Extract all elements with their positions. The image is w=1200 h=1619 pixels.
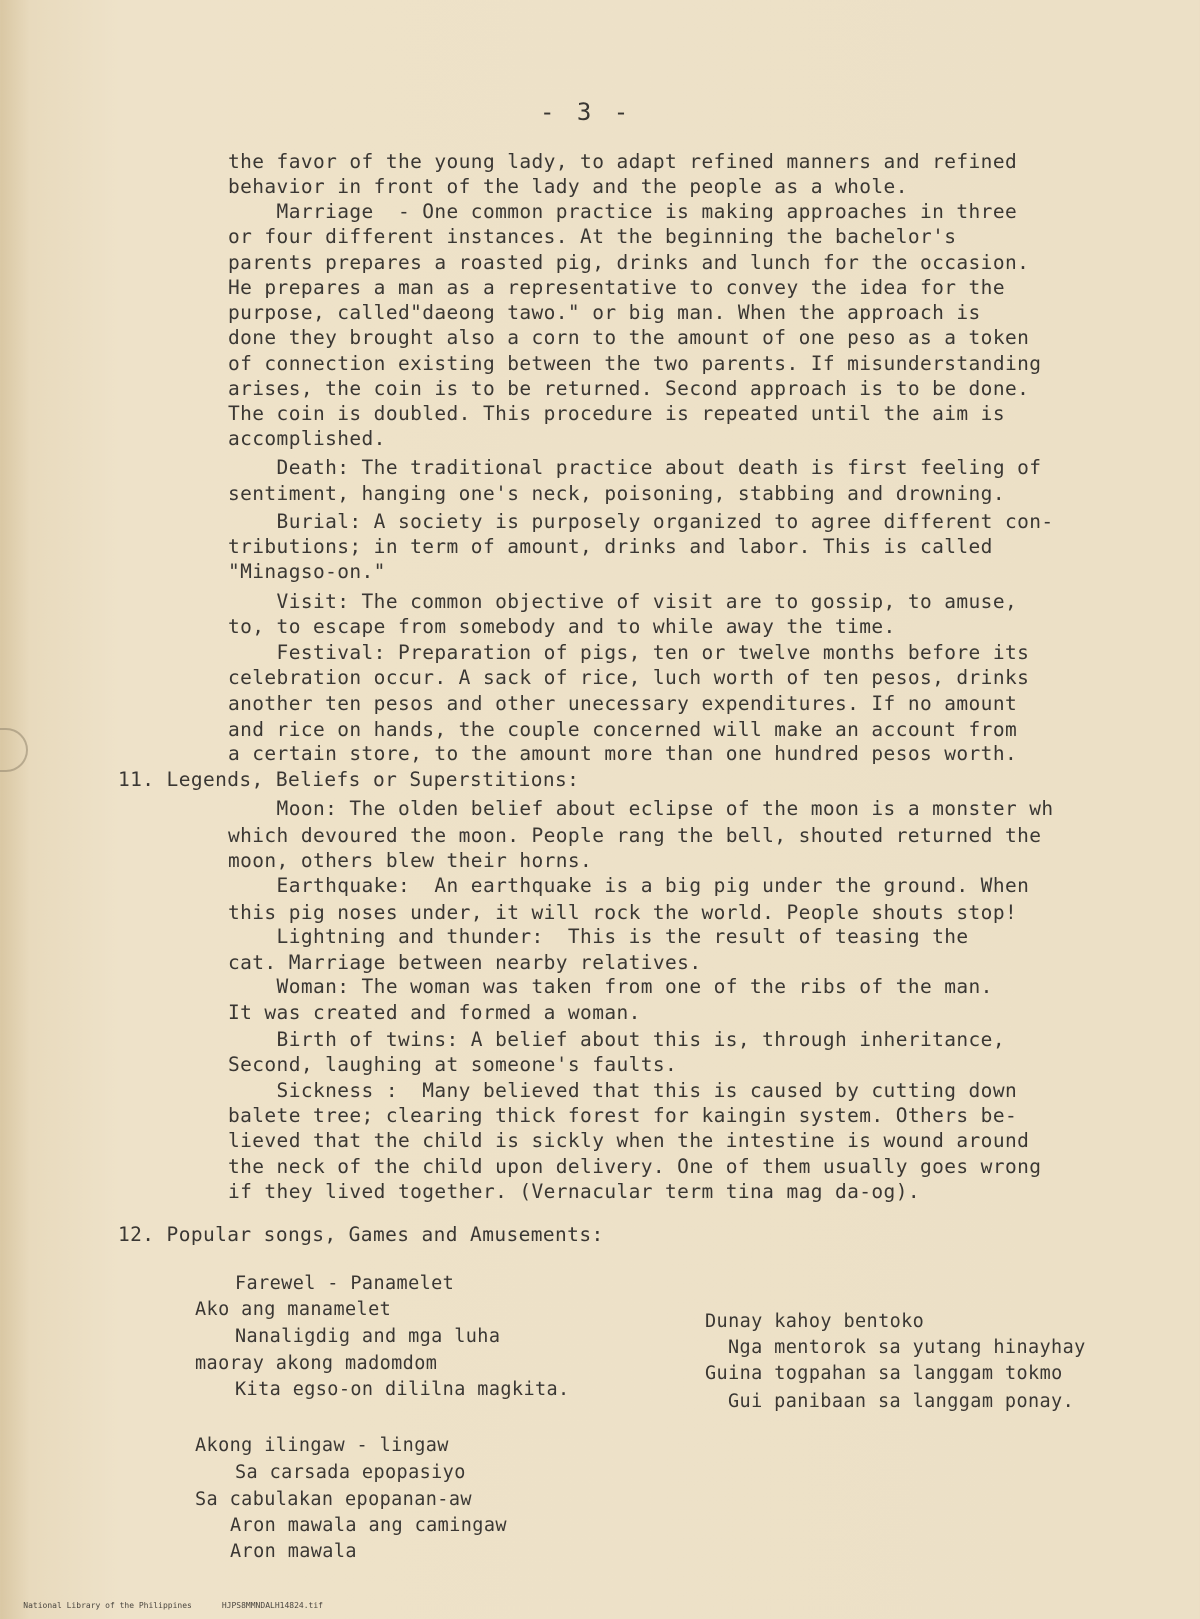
text-line: It was created and formed a woman.: [228, 1001, 641, 1024]
text-line: Marriage - One common practice is making approaches in three: [228, 200, 1018, 223]
text-line: The coin is doubled. This procedure is repeated until the aim is: [228, 402, 1005, 425]
song-line: Gui panibaan sa langgam ponay.: [728, 1391, 1075, 1412]
text-line: celebration occur. A sack of rice, luch worth of ten pesos, drinks: [228, 666, 1030, 689]
song-line: Akong ilingaw - lingaw: [195, 1435, 449, 1456]
text-line: or four different instances. At the beginning the bachelor's: [228, 225, 957, 248]
song-line: Guina togpahan sa langgam tokmo: [705, 1363, 1063, 1384]
footer-library: National Library of the Philippines: [23, 1601, 192, 1610]
text-line: balete tree; clearing thick forest for kaingin system. Others be-: [228, 1104, 1018, 1127]
text-line: parents prepares a roasted pig, drinks and lunch for the occasion.: [228, 251, 1030, 274]
text-line: which devoured the moon. People rang the bell, shouted returned the: [228, 824, 1042, 847]
text-line: tributions; in term of amount, drinks and labor. This is called: [228, 535, 993, 558]
binding-hole-mark: [0, 728, 28, 772]
text-line: another ten pesos and other unecessary expenditures. If no amount: [228, 692, 1018, 715]
song-line: Dunay kahoy bentoko: [705, 1311, 925, 1332]
text-line: Festival: Preparation of pigs, ten or twelve months before its: [228, 641, 1030, 664]
text-line: lieved that the child is sickly when the intestine is wound around: [228, 1129, 1030, 1152]
text-line: Death: The traditional practice about death is first feeling of: [228, 456, 1042, 479]
text-line: cat. Marriage between nearby relatives.: [228, 951, 702, 974]
text-line: Burial: A society is purposely organized to agree different con-: [228, 510, 1054, 533]
text-line: Woman: The woman was taken from one of the ribs of the man.: [228, 975, 993, 998]
text-line: behavior in front of the lady and the people as a whole.: [228, 175, 908, 198]
text-line: Lightning and thunder: This is the result of teasing the: [228, 925, 969, 948]
text-line: Moon: The olden belief about eclipse of the moon is a monster wh: [228, 797, 1054, 820]
text-line: Second, laughing at someone's faults.: [228, 1053, 678, 1076]
song-line: maoray akong madomdom: [195, 1353, 438, 1374]
text-line: of connection existing between the two parents. If misunderstanding: [228, 352, 1042, 375]
text-line: "Minagso-on.": [228, 560, 386, 583]
text-line: the favor of the young lady, to adapt refined manners and refined: [228, 150, 1018, 173]
song-line: Nga mentorok sa yutang hinayhay: [728, 1337, 1086, 1358]
text-line: if they lived together. (Vernacular term tina mag da-og).: [228, 1180, 920, 1203]
text-line: moon, others blew their horns.: [228, 849, 593, 872]
song-line: Kita egso-on dililna magkita.: [235, 1379, 570, 1400]
text-line: Earthquake: An earthquake is a big pig under the ground. When: [228, 874, 1030, 897]
text-line: He prepares a man as a representative to convey the idea for the: [228, 276, 1005, 299]
text-line: Visit: The common objective of visit are to gossip, to amuse,: [228, 590, 1018, 613]
text-line: done they brought also a corn to the amount of one peso as a token: [228, 326, 1030, 349]
text-line: a certain store, to the amount more than one hundred pesos worth.: [228, 742, 1018, 765]
text-line: 11. Legends, Beliefs or Superstitions:: [118, 768, 580, 791]
text-line: 12. Popular songs, Games and Amusements:: [118, 1223, 604, 1246]
text-line: purpose, called"daeong tawo." or big man. When the approach is: [228, 301, 981, 324]
song-line: Aron mawala ang camingaw: [230, 1515, 507, 1536]
text-line: to, to escape from somebody and to while away the time.: [228, 615, 896, 638]
text-line: accomplished.: [228, 427, 386, 450]
song-line: Aron mawala: [230, 1541, 357, 1562]
footer-file: HJPS8MMNDALH14824.tif: [221, 1601, 323, 1610]
song-line: Sa carsada epopasiyo: [235, 1462, 466, 1483]
text-line: Birth of twins: A belief about this is, through inheritance,: [228, 1028, 1005, 1051]
text-line: Sickness : Many believed that this is caused by cutting down: [228, 1079, 1018, 1102]
song-line: Farewel - Panamelet: [235, 1273, 455, 1294]
text-line: sentiment, hanging one's neck, poisoning, stabbing and drowning.: [228, 482, 1005, 505]
text-line: and rice on hands, the couple concerned will make an account from: [228, 718, 1018, 741]
song-line: Sa cabulakan epopanan-aw: [195, 1489, 472, 1510]
song-line: Nanaligdig and mga luha: [235, 1326, 501, 1347]
page-number: - 3 -: [540, 98, 633, 126]
text-line: the neck of the child upon delivery. One of them usually goes wrong: [228, 1155, 1042, 1178]
text-line: arises, the coin is to be returned. Second approach is to be done.: [228, 377, 1030, 400]
song-line: Ako ang manamelet: [195, 1299, 392, 1320]
scan-footer: [4, 1592, 353, 1619]
text-line: this pig noses under, it will rock the world. People shouts stop!: [228, 901, 1018, 924]
